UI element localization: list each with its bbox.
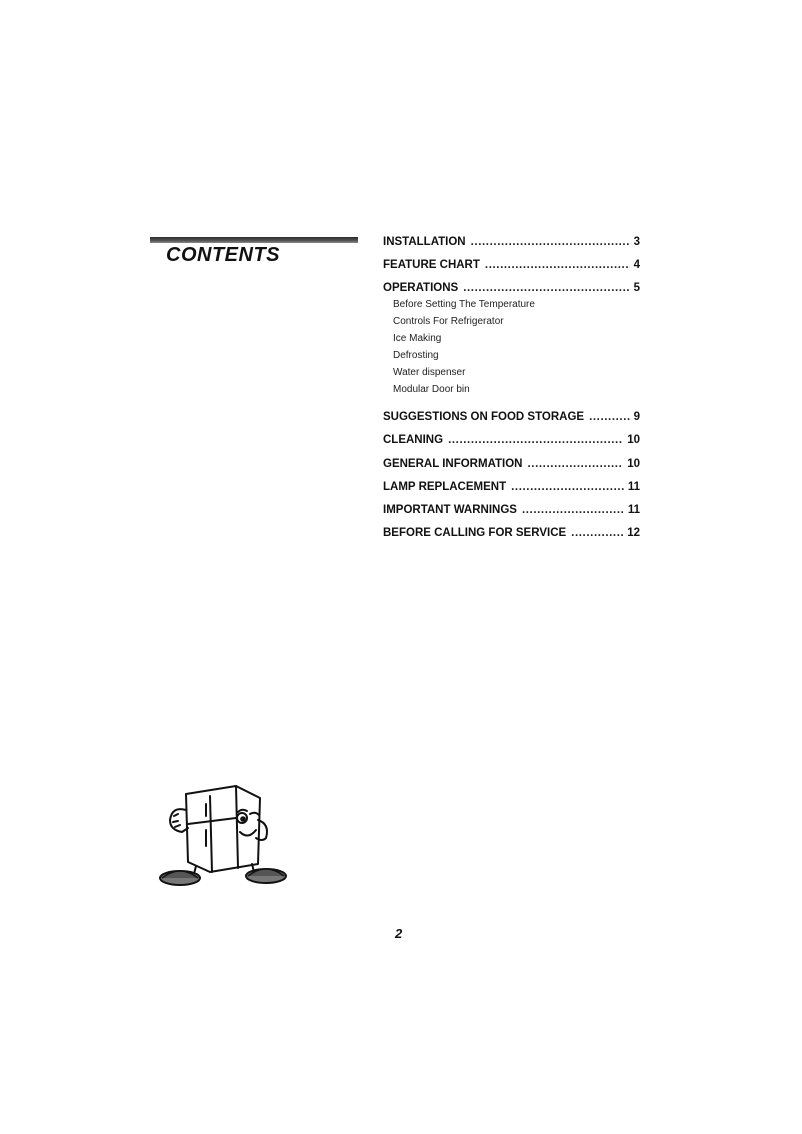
toc-entry-installation[interactable] [383,236,640,248]
toc-page: 10 [627,458,640,470]
toc-entry-food-storage[interactable] [383,411,640,423]
toc-label: BEFORE CALLING FOR SERVICE [383,527,567,539]
toc-entry-operations[interactable] [383,282,640,294]
toc-label: GENERAL INFORMATION [383,458,523,470]
dot-leader [471,236,630,248]
toc-page: 12 [627,527,640,539]
toc-label: CLEANING [383,434,444,446]
toc-subitem[interactable]: Ice Making [393,333,442,344]
toc-label: FEATURE CHART [383,259,480,271]
toc-page: 11 [627,481,640,493]
toc-page: 11 [627,504,640,516]
refrigerator-mascot-icon [156,780,288,886]
toc-label: LAMP REPLACEMENT [383,481,507,493]
toc-subitem[interactable]: Water dispenser [393,367,466,378]
dot-leader [522,504,624,516]
toc-subitem[interactable]: Controls For Refrigerator [393,316,504,327]
dot-leader [448,434,623,446]
title-rule [150,237,358,243]
toc-label: SUGGESTIONS ON FOOD STORAGE [383,411,585,423]
toc-page: 4 [633,259,640,271]
toc-page: 3 [633,236,640,248]
toc-label: IMPORTANT WARNINGS [383,504,517,516]
dot-leader [511,481,624,493]
toc-subitem[interactable]: Modular Door bin [393,384,470,395]
toc-subitem[interactable]: Defrosting [393,350,439,361]
toc-page: 10 [627,434,640,446]
page-number: 2 [395,926,403,941]
toc-label: INSTALLATION [383,236,466,248]
page-title: CONTENTS [166,244,280,266]
toc-entry-lamp-replacement[interactable] [383,481,640,493]
toc-entry-before-calling-service[interactable] [383,527,640,539]
dot-leader [485,259,630,271]
toc-page: 9 [633,411,640,423]
dot-leader [528,458,624,470]
dot-leader [463,282,629,294]
toc-subitem[interactable]: Before Setting The Temperature [393,299,535,310]
dot-leader [589,411,630,423]
toc-page: 5 [633,282,640,294]
toc-entry-general-information[interactable] [383,458,640,470]
toc-label: OPERATIONS [383,282,459,294]
toc-entry-feature-chart[interactable] [383,259,640,271]
toc-entry-important-warnings[interactable] [383,504,640,516]
toc-entry-cleaning[interactable] [383,434,640,446]
dot-leader [571,527,623,539]
